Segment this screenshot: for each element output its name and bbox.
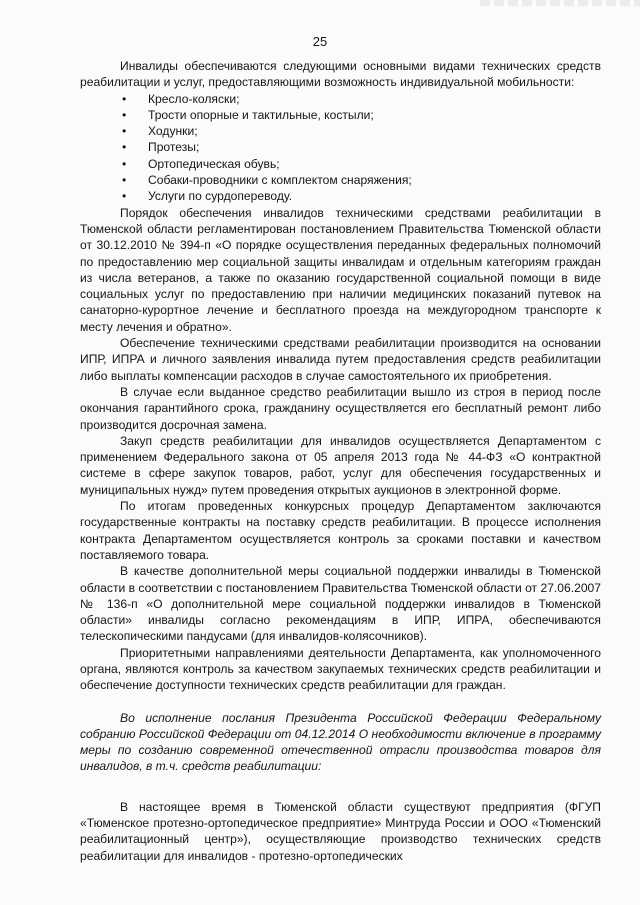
paragraph-repair: В случае если выданное средство реабилитации вышло из строя в период после окончания гарантийного срока, гражданину осуществляется его бесплатный ремонт либо производится досрочная замена.	[80, 384, 601, 432]
paragraph-ramps: В качестве дополнительной меры социальной поддержки инвалиды в Тюменской области в соответствии с постановлением Правительства Тюменской области от 27.06.2007 № 136-п «О дополнительной мере социальной поддержки инвалидов в Тюменской области» инвалиды согласно рекомендациям в ИПР, ИПРА, обеспечиваются телескопическими пандусами (для инвалидов-колясочников).	[80, 564, 601, 644]
list-item: • Трости опорные и тактильные, костыли;	[80, 107, 601, 123]
list-item: • Протезы;	[80, 139, 601, 155]
list-item: • Собаки-проводники с комплектом снаряжения;	[80, 172, 601, 188]
paragraph-contracts: По итогам проведенных конкурсных процедур Департаментом заключаются государственные контракты на поставку средств реабилитации. В процессе исполнения контракта Департаментом осуществляется контроль за сроками поставки и качеством поставляемого товара.	[80, 499, 601, 562]
paragraph-provision: Обеспечение техническими средствами реабилитации производится на основании ИПР, ИПРА и личного заявления инвалида путем предоставления средств реабилитации либо выплаты компенсации расходов в случае самостоятельного их приобретения.	[80, 336, 601, 383]
paragraph-procurement: Закуп средств реабилитации для инвалидов осуществляется Департаментом с применением Федерального закона от 05 апреля 2013 года № 44-ФЗ «О контрактной системе в сфере закупок товаров, работ, услуг для обеспечения государственных и муниципальных нужд» путем проведения открытых аукционов в электронной форме.	[80, 433, 601, 497]
paragraph-enterprises: В настоящее время в Тюменской области существуют предприятия (ФГУП «Тюменское протезно-ортопедическое предприятие» Минтруда России и ООО «Тюменский реабилитационный центр»), осуществляющие производство технических средств реабилитации для инвалидов - протезно-ортопедических	[80, 799, 601, 863]
list-item: • Ходунки;	[80, 123, 601, 139]
page-number: 25	[312, 34, 328, 49]
page-body	[80, 58, 601, 864]
scan-artifact	[480, 0, 640, 6]
rehab-means-list	[80, 91, 601, 205]
paragraph-procedure: Порядок обеспечения инвалидов техническими средствами реабилитации в Тюменской области регламентирован постановлением Правительства Тюменской области от 30.12.2010 № 394-п «О порядке осуществления переданных федеральных полномочий по предоставлению мер социальной защиты инвалидам и отдельным категориям граждан из числа ветеранов, а также по оказанию государственной социальной помощи в виде социальных услуг по предоставлению при наличии медицинских показаний путевок на санаторно-курортное лечение и бесплатного проезда на междугородном транспорте к месту лечения и обратно».	[80, 205, 601, 334]
intro-paragraph: Инвалиды обеспечиваются следующими основными видами технических средств реабилитации и услуг, предоставляющими возможность индивидуальной мобильности:	[80, 59, 601, 90]
list-item: • Кресло-коляски;	[80, 91, 601, 107]
paragraph-priorities: Приоритетными направлениями деятельности Департамента, как уполномоченного органа, являются контроль за качеством закупаемых технических средств реабилитации и обеспечение доступности технических средств реабилитации для граждан.	[80, 645, 601, 693]
italic-heading: Во исполнение послания Президента Российской Федерации Федеральному собранию Российской Федерации от 04.12.2014 О необходимости включение в программу меры по созданию современной отечественной отрасли производства товаров для инвалидов, в т.ч. средств реабилитации:	[80, 710, 601, 774]
list-item: • Услуги по сурдопереводу.	[80, 188, 601, 204]
list-item: • Ортопедическая обувь;	[80, 156, 601, 172]
